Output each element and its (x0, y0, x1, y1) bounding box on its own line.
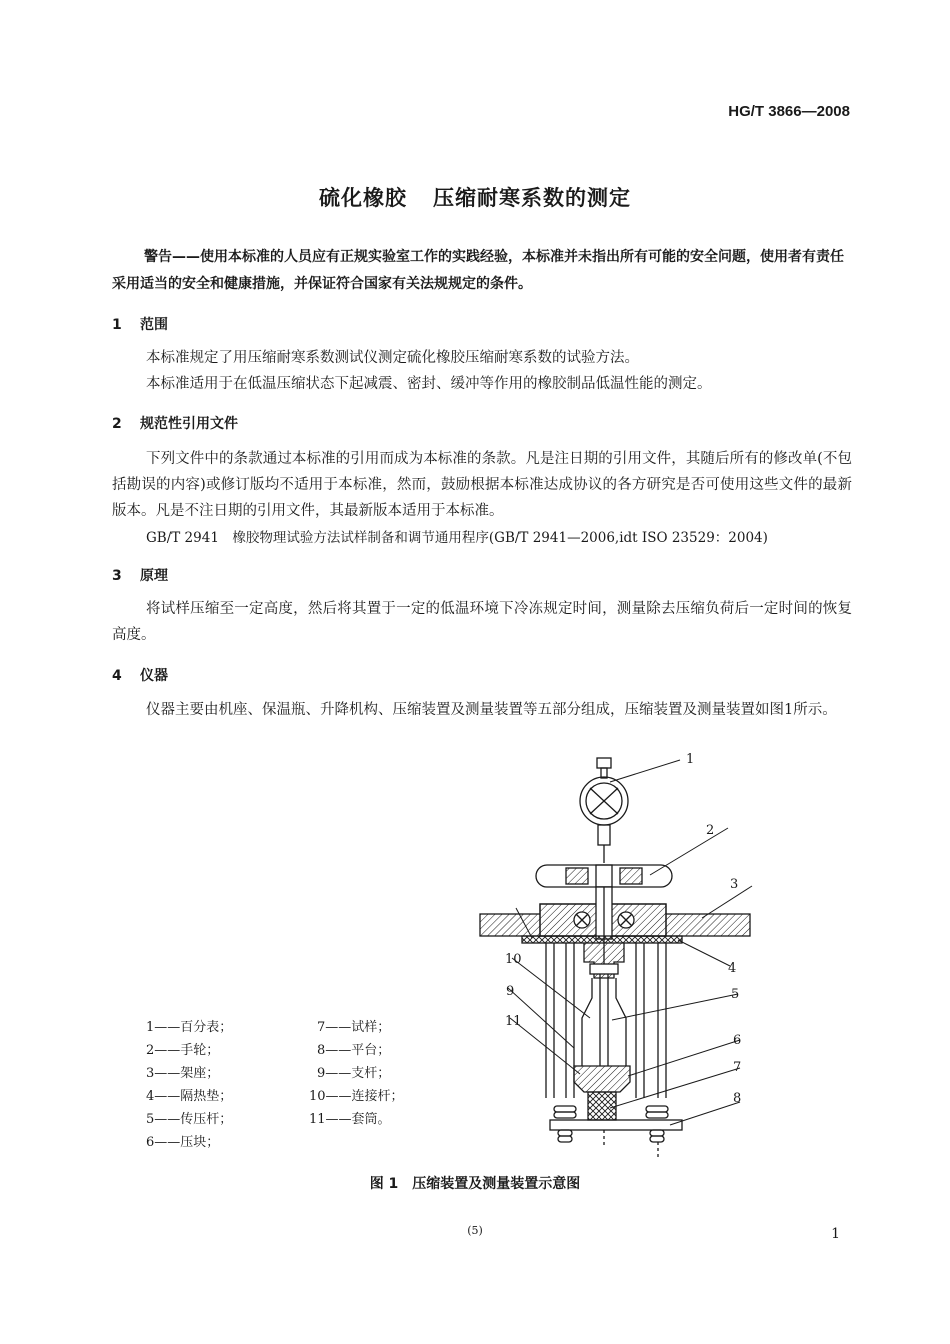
pressure-block (574, 1066, 630, 1092)
callout-label: 4 (728, 961, 737, 976)
legend-item: 5——传压杆； (146, 1112, 233, 1127)
legend-item: 11——套筒。 (309, 1112, 391, 1127)
warning-paragraph: 警告——使用本标准的人员应有正规实验室工作的实践经验，本标准并未指出所有可能的安全问题，使用者有责任采用适当的安全和健康措施，并保证符合国家有关法规规定的条件。 (112, 249, 844, 292)
legend-item: 8——平台； (317, 1043, 391, 1058)
title-part-2: 压缩耐寒系数的测定 (433, 186, 631, 210)
title-part-1: 硫化橡胶 (319, 186, 407, 210)
section-3-paragraph-1: 将试样压缩至一定高度，然后将其置于一定的低温环境下冷冻规定时间，测量除去压缩负荷后一定时间的恢复高度。 (112, 601, 852, 643)
figure-caption: 图 1 压缩装置及测量装置示意图 (369, 1176, 581, 1192)
section-1-number: 1 (112, 317, 122, 333)
section-2-heading (112, 413, 238, 433)
callout-label: 8 (733, 1091, 742, 1106)
callout-label: 6 (733, 1033, 742, 1048)
normative-reference: GB/T 2941 橡胶物理试验方法试样制备和调节通用程序(GB/T 2941—2006,idt ISO 23529：2004) (146, 530, 768, 546)
page-title (0, 182, 950, 212)
legend-item: 7——试样； (317, 1020, 391, 1035)
dial-gauge (580, 758, 628, 863)
callout-label: 2 (706, 823, 715, 838)
section-1-paragraph-1: 本标准规定了用压缩耐寒系数测试仪测定硫化橡胶压缩耐寒系数的试验方法。 (146, 350, 639, 366)
legend-item: 10——连接杆； (309, 1089, 404, 1104)
section-4-title: 仪器 (140, 668, 168, 684)
legend-item: 1——百分表； (146, 1020, 233, 1035)
section-4-number: 4 (112, 668, 122, 684)
legend-item: 3——架座； (146, 1066, 220, 1081)
section-3-title: 原理 (140, 568, 168, 584)
section-1-heading (112, 314, 168, 334)
section-4-paragraph-1: 仪器主要由机座、保温瓶、升降机构、压缩装置及测量装置等五部分组成，压缩装置及测量装置如图1所示。 (146, 702, 837, 718)
standard-code: HG/T 3866—2008 (728, 103, 850, 120)
section-2-title: 规范性引用文件 (140, 416, 238, 432)
callout-label: 5 (731, 987, 740, 1002)
page-center-label: (5) (467, 1224, 483, 1237)
section-3-heading (112, 565, 168, 585)
callout-label: 3 (730, 877, 739, 892)
specimen (588, 1092, 616, 1120)
section-1-title: 范围 (140, 317, 168, 333)
section-3-number: 3 (112, 568, 122, 584)
callout-label: 11 (505, 1014, 522, 1029)
legend-item: 6——压块； (146, 1135, 220, 1150)
legend-item: 9——支杆； (317, 1066, 391, 1081)
handwheel (536, 865, 672, 887)
page-number: 1 (831, 1226, 840, 1242)
section-1-paragraph-2: 本标准适用于在低温压缩状态下起减震、密封、缓冲等作用的橡胶制品低温性能的测定。 (146, 376, 712, 392)
legend-item: 2——手轮； (146, 1043, 220, 1058)
sleeve (582, 943, 626, 1066)
callout-label: 1 (686, 752, 695, 767)
callout-label: 7 (733, 1060, 742, 1075)
legend-item: 4——隔热垫； (146, 1089, 233, 1104)
callout-label: 10 (505, 952, 522, 967)
section-2-number: 2 (112, 416, 122, 432)
callout-label: 9 (506, 984, 515, 999)
section-2-paragraph-1: 下列文件中的条款通过本标准的引用而成为本标准的条款。凡是注日期的引用文件，其随后所有的修改单(不包括勘误的内容)或修订版均不适用于本标准，然而，鼓励根据本标准达成协议的各方研究是否可使用这些文件的最新版本。凡是不注日期的引用文件，其最新版本适用于本标准。 (112, 451, 852, 519)
section-4-heading (112, 665, 168, 685)
